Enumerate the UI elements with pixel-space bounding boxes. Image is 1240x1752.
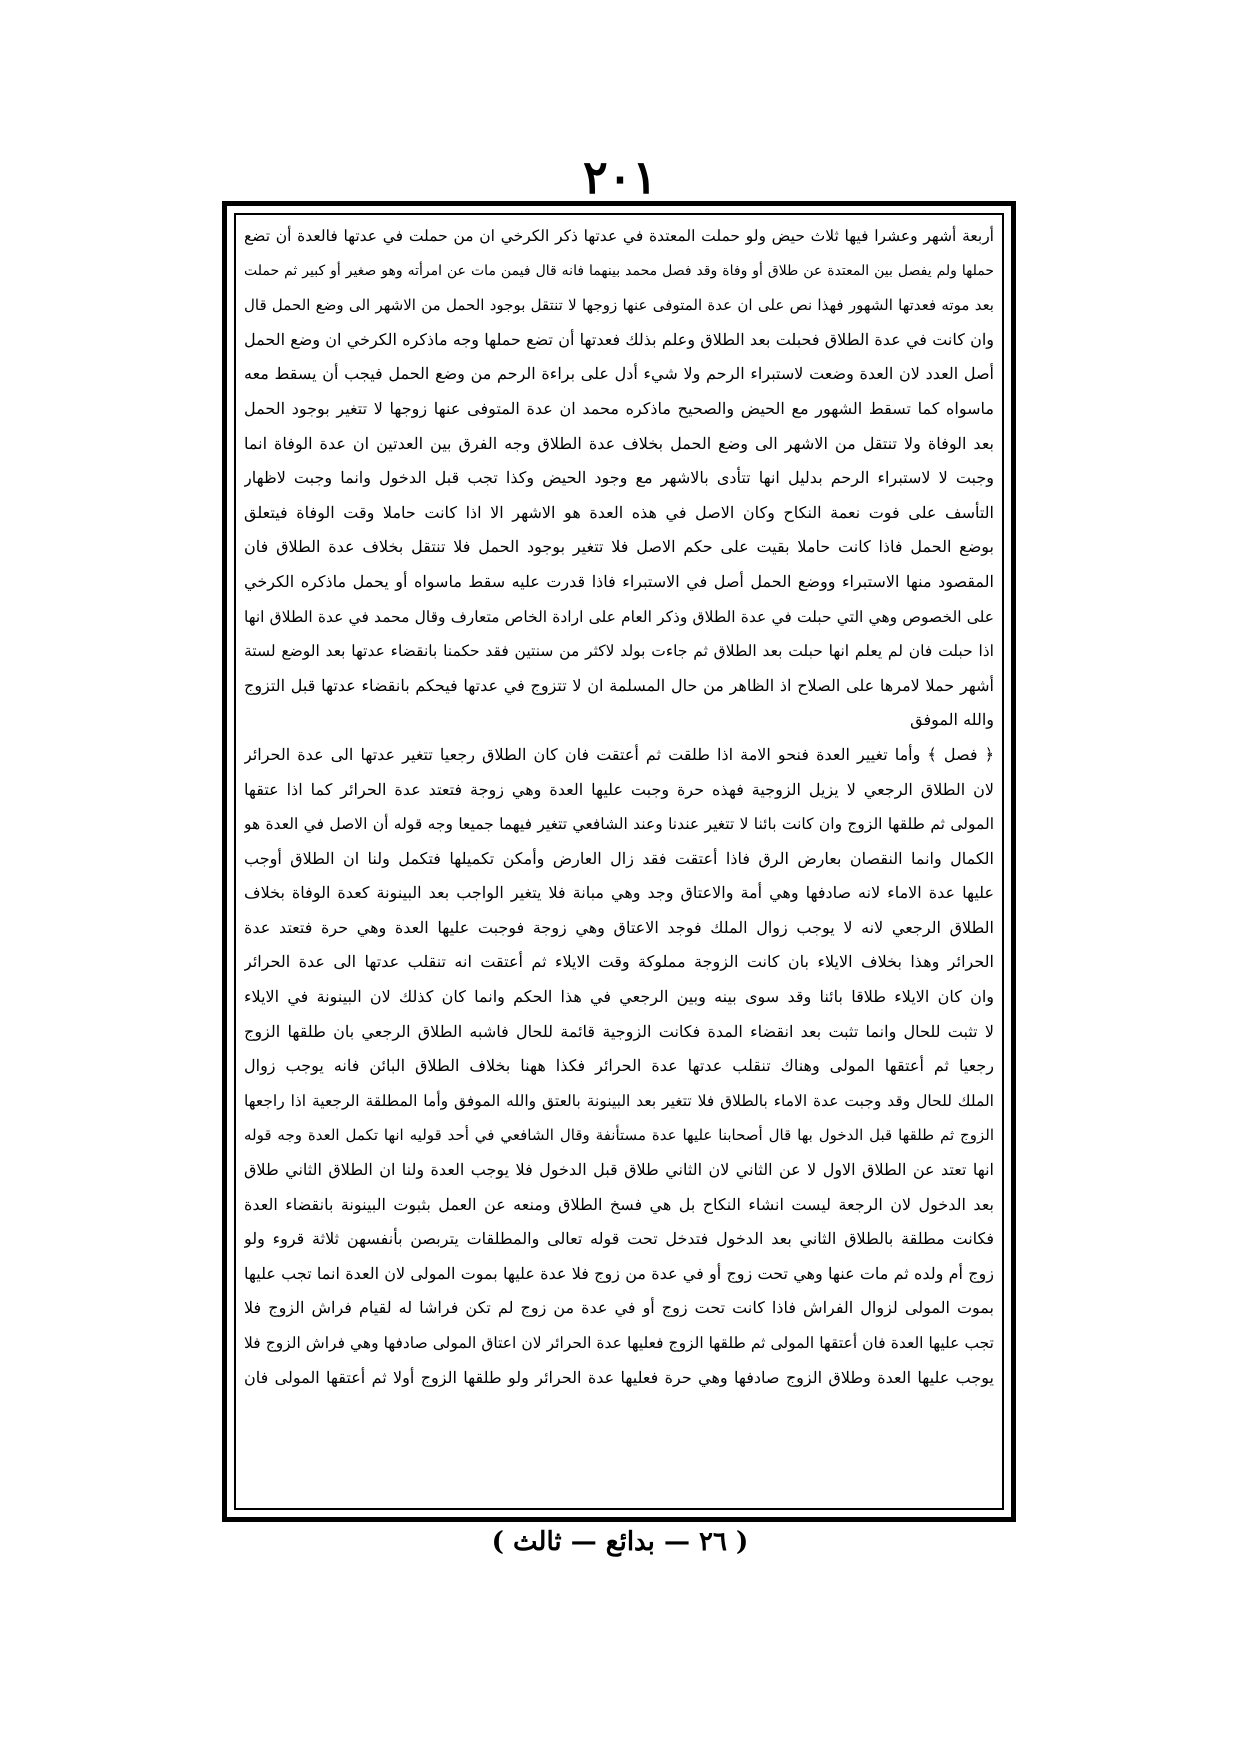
text-line: المقصود منها الاستبراء ووضع الحمل أصل في الاستبراء فاذا قدرت عليه سقط ماسواه أو يحمل ماذكره الكرخي: [244, 571, 994, 591]
text-line: الطلاق الرجعي لانه لا يوجب زوال الملك فوجد الاعتاق وهي زوجة فوجبت عليها العدة وهي حرة فتعتد عدة: [244, 917, 994, 937]
text-line: ﴿ فصل ﴾ وأما تغيير العدة فنحو الامة اذا طلقت ثم أعتقت فان كان الطلاق رجعيا تتغير عدتها الى عدة الحرائر: [244, 744, 994, 764]
text-line: يوجب عليها العدة وطلاق الزوج صادفها وهي حرة فعليها عدة الحرائر ولو طلقها الزوج أولا ثم أعتقها المولى فان: [244, 1367, 994, 1387]
text-line: وان كانت في عدة الطلاق فحبلت بعد الطلاق وعلم بذلك فعدتها أن تضع حملها وجه ماذكره الكرخي ان وضع الحمل: [244, 329, 994, 349]
text-line: وان كان الايلاء طلاقا بائنا وقد سوى بينه وبين الرجعي في هذا الحكم وانما كان كذلك لان البينونة في الايلاء: [244, 987, 994, 1007]
text-line: بعد الوفاة ولا تنتقل من الاشهر الى وضع الحمل بخلاف عدة الطلاق وجه الفرق بين العدتين ان عدة الوفاة انما: [244, 433, 994, 453]
text-line: بعد الدخول لان الرجعة ليست انشاء النكاح بل هي فسخ الطلاق ومنعه عن العمل بثبوت البينونة بانقضاء العدة: [244, 1194, 994, 1214]
text-line: لان الطلاق الرجعي لا يزيل الزوجية فهذه حرة وجبت عليها العدة وهي زوجة فتعتد عدة الحرائر كما اذا عتقها: [244, 779, 994, 799]
text-line: التأسف على فوت نعمة النكاح وكان الاصل في هذه العدة هو الاشهر الا اذا كانت حاملا وقت الوفاة فيتعلق: [244, 502, 994, 522]
text-line: بوضع الحمل فاذا كانت حاملا بقيت على حكم الاصل فلا تتغير بوجود الحمل فلا تنتقل بخلاف عدة الطلاق فان: [244, 537, 994, 557]
text-line: بموت المولى لزوال الفراش فاذا كانت تحت زوج أو في عدة من زوج لم تكن فراشا له لقيام فراش الزوج فلا: [244, 1298, 994, 1318]
text-line: لا تثبت للحال وانما تثبت بعد انقضاء المدة فكانت الزوجية قائمة للحال فاشبه الطلاق الرجعي بان طلقها الزوج: [244, 1021, 994, 1041]
text-line: رجعيا ثم أعتقها المولى وهناك تنقلب عدتها عدة الحرائر فكذا ههنا بخلاف الطلاق البائن فانه يوجب زوال: [244, 1056, 994, 1076]
text-line: أصل العدد لان العدة وضعت لاستبراء الرحم ولا شيء أدل على براءة الرحم من وضع الحمل فيجب أن يسقط معه: [244, 364, 994, 384]
text-line: وجبت لا لاستبراء الرحم بدليل انها تتأدى بالاشهر مع وجود الحيض وكذا تجب قبل الدخول وانما وجبت لاظهار: [244, 468, 994, 488]
text-line: زوج أم ولده ثم مات عنها وهي تحت زوج أو في عدة من زوج فلا عدة عليها بموت المولى لان العدة انما تجب عليها: [244, 1263, 994, 1283]
text-line: المولى ثم طلقها الزوج وان كانت بائنا لا تتغير عندنا وعند الشافعي تتغير فيهما جميعا وجه قوله أن الاصل في العدة هو: [244, 815, 994, 834]
page-footer: ( ٢٦ — بدائع — ثالث ): [491, 1527, 749, 1557]
text-line: ماسواه كما تسقط الشهور مع الحيض والصحيح ماذكره محمد ان عدة المتوفى عنها زوجها لا تتغير بوجود الحمل: [244, 398, 994, 418]
text-line: عليها عدة الاماء لانه صادفها وهي أمة والاعتاق وجد وهي مبانة فلا يتغير الواجب بعد البينونة كعدة الوفاة بخلاف: [244, 883, 994, 903]
text-line: الكمال وانما النقصان بعارض الرق فاذا أعتقت فقد زال العارض وأمكن تكميلها فتكمل ولنا ان الطلاق أوجب: [244, 848, 994, 868]
body-text: [244, 219, 994, 1395]
text-line: الزوج ثم طلقها قبل الدخول بها قال أصحابنا عليها عدة مستأنفة وقال الشافعي في أحد قوليه انها تكمل العدة وجه قوله: [244, 1126, 994, 1145]
text-line: حملها ولم يفصل بين المعتدة عن طلاق أو وفاة وقد فصل محمد بينهما فانه قال فيمن مات عن امرأته وهو صغير أو كبير ثم حملت: [244, 262, 994, 279]
text-line: تجب عليها العدة فان أعتقها المولى ثم طلقها الزوج فعليها عدة الحرائر لان اعتاق المولى صادفها وهي فراش الزوج فلا: [244, 1334, 994, 1352]
text-line: فكانت مطلقة بالطلاق الثاني بعد الدخول فتدخل تحت قوله تعالى والمطلقات يتربصن بأنفسهن ثلاثة قروء ولو: [244, 1229, 994, 1249]
page-border-inner: [234, 213, 1004, 1510]
text-line: أربعة أشهر وعشرا فيها ثلاث حيض ولو حملت المعتدة في عدتها ذكر الكرخي ان من حملت في عدتها فالعدة أن تضع: [244, 227, 994, 245]
text-line: الملك للحال وقد وجبت عدة الاماء بالطلاق فلا تتغير بعد البينونة بالعتق والله الموفق وأما المطلقة الرجعية اذا راجعها: [244, 1091, 994, 1110]
text-line: اذا حبلت فان لم يعلم انها حبلت بعد الطلاق ثم جاءت بولد لاكثر من سنتين فقد حكمنا بانقضاء عدتها بعد الوضع لستة: [244, 642, 994, 661]
page-number: ٢٠١: [582, 150, 658, 204]
page-border-outer: [222, 201, 1016, 1522]
text-line: انها تعتد عن الطلاق الاول لا عن الثاني لان الثاني طلاق قبل الدخول فلا يوجب العدة ولنا ان الطلاق الثاني طلاق: [244, 1160, 994, 1180]
text-line: بعد موته فعدتها الشهور فهذا نص على ان عدة المتوفى عنها زوجها لا تنتقل بوجود الحمل من الاشهر الى وضع الحمل قال: [244, 296, 994, 315]
text-line: والله الموفق: [910, 710, 994, 730]
text-line: على الخصوص وهي التي حبلت في عدة الطلاق وذكر العام على ارادة الخاص متعارف وقال محمد في عدة الطلاق انها: [244, 607, 994, 626]
text-line: أشهر حملا لامرها على الصلاح اذ الظاهر من حال المسلمة ان لا تتزوج في عدتها فيحكم بانقضاء عدتها قبل التزوج: [244, 675, 994, 695]
text-line: الحرائر وهذا بخلاف الايلاء بان كانت الزوجة مملوكة وقت الايلاء ثم أعتقت انه تنقلب عدتها الى عدة الحرائر: [244, 952, 994, 972]
